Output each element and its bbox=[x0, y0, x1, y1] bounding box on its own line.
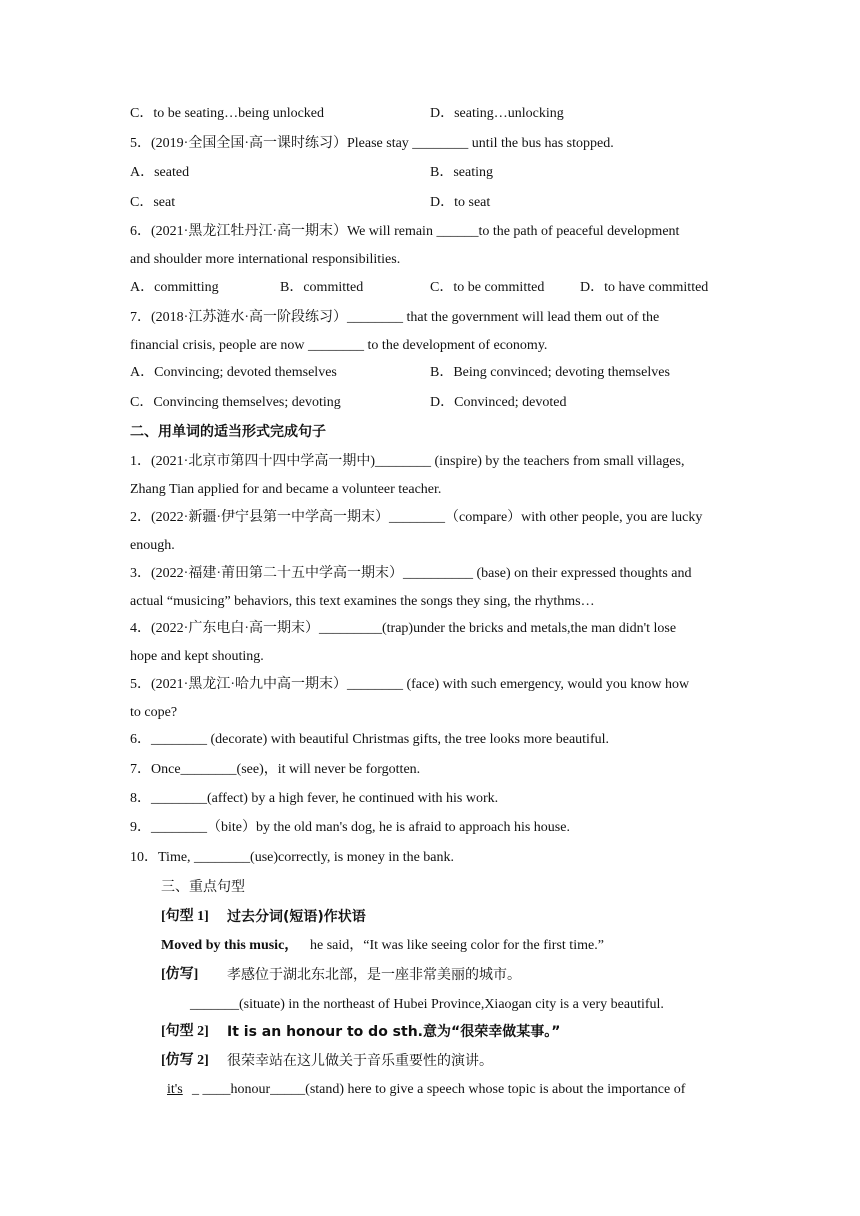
sentence-5-cont: to cope? bbox=[130, 705, 178, 720]
pattern-1-title: 过去分词(短语)作状语 bbox=[227, 909, 366, 925]
imitate-1-blank: _______(situate) in the northeast of Hubei Province,Xiaogan city is a very beautiful. bbox=[190, 997, 664, 1012]
sentence-7: 7．Once________(see)，it will never be forgotten. bbox=[130, 762, 421, 777]
sentence-2: 2．(2022·新疆·伊宁县第一中学高一期末）________（compare）with other people, you are lucky bbox=[130, 510, 703, 525]
imitate-2-label: [仿写 2] bbox=[161, 1053, 209, 1068]
pattern-2-title: It is an honour to do sth.意为“很荣幸做某事。” bbox=[227, 1024, 561, 1040]
sentence-10: 10．Time, ________(use)correctly, is money in the bank. bbox=[130, 850, 455, 865]
sentence-8: 8．________(affect) by a high fever, he continued with his work. bbox=[130, 791, 499, 806]
question-7: 7．(2018·江苏涟水·高一阶段练习）________ that the government will lead them out of the bbox=[130, 310, 660, 325]
option-c: C．to be seating…being unlocked bbox=[130, 106, 325, 121]
question-6: 6．(2021·黑龙江牡丹江·高一期末）We will remain ______to the path of peaceful development bbox=[130, 224, 680, 239]
section-heading-3: 三、重点句型 bbox=[161, 879, 245, 895]
option-a: A．seated bbox=[130, 165, 190, 180]
option-b: B．committed bbox=[280, 280, 364, 295]
sentence-2-cont: enough. bbox=[130, 538, 175, 553]
example-bold: Moved by this music， bbox=[161, 938, 299, 953]
imitate-2-blank: _ ____honour_____(stand) here to give a speech whose topic is about the importance of bbox=[192, 1082, 686, 1097]
option-a: A．committing bbox=[130, 280, 219, 295]
question-6-cont: and shoulder more international responsibilities. bbox=[130, 252, 401, 267]
option-b: B．Being convinced; devoting themselves bbox=[430, 365, 670, 380]
sentence-3-cont: actual “musicing” behaviors, this text examines the songs they sing, the rhythms… bbox=[130, 594, 595, 609]
section-heading-2: 二、用单词的适当形式完成句子 bbox=[130, 424, 326, 440]
imitate-1-label: [仿写] bbox=[161, 967, 199, 982]
sentence-1: 1．(2021·北京市第四十四中学高一期中)________ (inspire) by the teachers from small villages, bbox=[130, 454, 685, 469]
pattern-1-label: [句型 1] bbox=[161, 909, 209, 924]
option-c: C．to be committed bbox=[430, 280, 545, 295]
example-rest: he said，“It was like seeing color for the first time.” bbox=[310, 938, 604, 953]
option-c: C．seat bbox=[130, 195, 176, 210]
option-d: D．Convinced; devoted bbox=[430, 395, 567, 410]
option-d: D．to have committed bbox=[580, 280, 709, 295]
option-a: A．Convincing; devoted themselves bbox=[130, 365, 337, 380]
sentence-1-cont: Zhang Tian applied for and became a volunteer teacher. bbox=[130, 482, 442, 497]
sentence-5: 5．(2021·黑龙江·哈九中高一期末）________ (face) with such emergency, would you know how bbox=[130, 677, 690, 692]
option-d: D．seating…unlocking bbox=[430, 106, 564, 121]
sentence-3: 3．(2022·福建·莆田第二十五中学高一期末）__________ (base) on their expressed thoughts and bbox=[130, 566, 692, 581]
sentence-4: 4．(2022·广东电白·高一期末）_________(trap)under the bricks and metals,the man didn't lose bbox=[130, 621, 677, 636]
question-5: 5．(2019·全国全国·高一课时练习）Please stay ________ until the bus has stopped. bbox=[130, 136, 614, 151]
option-b: B．seating bbox=[430, 165, 493, 180]
imitate-2-text: 很荣幸站在这儿做关于音乐重要性的演讲。 bbox=[227, 1053, 493, 1069]
imitate-2-answer: it's bbox=[167, 1082, 183, 1097]
sentence-9: 9．________（bite）by the old man's dog, he is afraid to approach his house. bbox=[130, 820, 570, 835]
sentence-6: 6．________ (decorate) with beautiful Christmas gifts, the tree looks more beautiful. bbox=[130, 732, 609, 747]
pattern-2-label: [句型 2] bbox=[161, 1024, 209, 1039]
sentence-4-cont: hope and kept shouting. bbox=[130, 649, 264, 664]
option-d: D．to seat bbox=[430, 195, 491, 210]
imitate-1-text: 孝感位于湖北东北部，是一座非常美丽的城市。 bbox=[227, 967, 521, 983]
option-c: C．Convincing themselves; devoting bbox=[130, 395, 341, 410]
question-7-cont: financial crisis, people are now ________ to the development of economy. bbox=[130, 338, 548, 353]
